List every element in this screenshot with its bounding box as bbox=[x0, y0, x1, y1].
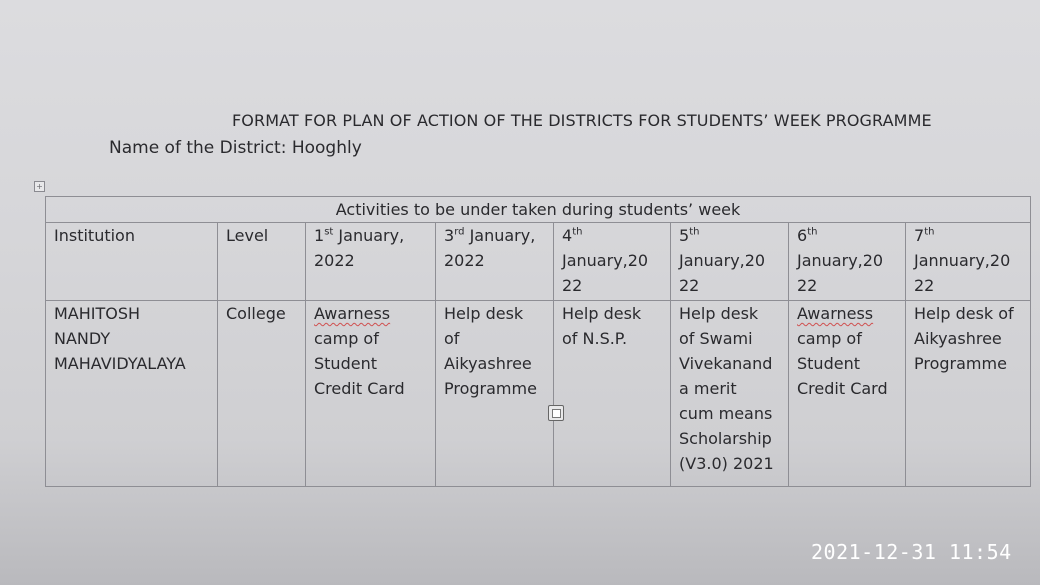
institution-cell: MAHITOSH NANDY MAHAVIDYALAYA bbox=[46, 301, 218, 487]
activity-day-3: Help desk of Aikyashree Programme bbox=[436, 301, 554, 487]
activity-day-5: Help desk of Swami Vivekanand a merit cum means Scholarship (V3.0) 2021 bbox=[671, 301, 789, 487]
district-line: Name of the District: Hooghly bbox=[109, 138, 362, 158]
level-cell: College bbox=[218, 301, 306, 487]
activity-day-6: Awarness camp of Student Credit Card bbox=[789, 301, 906, 487]
activity-day-1: Awarness camp of Student Credit Card bbox=[306, 301, 436, 487]
day-4-header: 4th January,20 22 bbox=[554, 223, 671, 301]
activity-day-4: Help desk of N.S.P. bbox=[554, 301, 671, 487]
col-level: Level bbox=[218, 223, 306, 301]
day-7-header: 7th Jannuary,20 22 bbox=[906, 223, 1031, 301]
col-institution: Institution bbox=[46, 223, 218, 301]
day-5-header: 5th January,20 22 bbox=[671, 223, 789, 301]
activity-day-7: Help desk of Aikyashree Programme bbox=[906, 301, 1031, 487]
day-1-header: 1st January, 2022 bbox=[306, 223, 436, 301]
header-row-days bbox=[46, 223, 1031, 301]
document-title: FORMAT FOR PLAN OF ACTION OF THE DISTRICTS FOR STUDENTS’ WEEK PROGRAMME bbox=[232, 111, 932, 130]
day-6-header: 6th January,20 22 bbox=[789, 223, 906, 301]
move-handle-icon[interactable]: + bbox=[34, 181, 45, 192]
photo-timestamp: 2021-12-31 11:54 bbox=[811, 540, 1012, 564]
activities-header: Activities to be under taken during students’ week bbox=[46, 197, 1031, 223]
table-row bbox=[46, 301, 1031, 487]
header-row-activities bbox=[46, 197, 1031, 223]
paste-options-icon[interactable] bbox=[548, 405, 564, 421]
plan-table bbox=[45, 196, 1031, 487]
day-3-header: 3rd January, 2022 bbox=[436, 223, 554, 301]
